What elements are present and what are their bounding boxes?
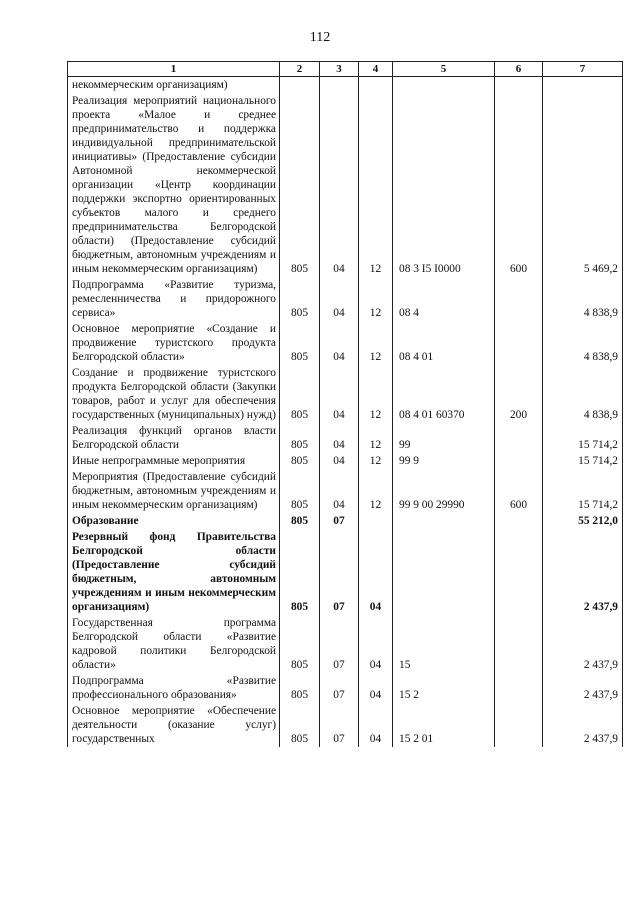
row-amount xyxy=(543,77,623,94)
row-description: Мероприятия (Предоставление субсидий бюджетным, автономным учреждениям и иным некоммерческим организациям) xyxy=(68,469,280,513)
row-amount: 5 469,2 xyxy=(543,93,623,277)
row-amount: 4 838,9 xyxy=(543,321,623,365)
row-section: 04 xyxy=(320,453,359,469)
row-section: 07 xyxy=(320,513,359,529)
row-subsection: 04 xyxy=(359,615,393,673)
row-amount: 2 437,9 xyxy=(543,615,623,673)
column-header-1: 1 xyxy=(68,62,280,77)
row-admin-code: 805 xyxy=(280,673,320,703)
table-row xyxy=(68,703,623,747)
row-target-article xyxy=(393,513,495,529)
row-description: Подпрограмма «Развитие профессионального образования» xyxy=(68,673,280,703)
row-admin-code: 805 xyxy=(280,469,320,513)
row-description: Подпрограмма «Развитие туризма, ремесленничества и придорожного сервиса» xyxy=(68,277,280,321)
row-expense-type xyxy=(495,423,543,453)
row-target-article xyxy=(393,77,495,94)
row-subsection: 12 xyxy=(359,469,393,513)
row-description: Образование xyxy=(68,513,280,529)
row-subsection: 12 xyxy=(359,423,393,453)
row-subsection xyxy=(359,513,393,529)
row-expense-type xyxy=(495,615,543,673)
row-description: Государственная программа Белгородской области «Развитие кадровой политики Белгородской области» xyxy=(68,615,280,673)
row-description: некоммерческим организациям) xyxy=(68,77,280,94)
table-header-row xyxy=(68,62,623,77)
row-target-article: 99 9 00 29990 xyxy=(393,469,495,513)
row-expense-type: 600 xyxy=(495,93,543,277)
row-subsection xyxy=(359,77,393,94)
row-description: Основное мероприятие «Обеспечение деятельности (оказание услуг) государственных xyxy=(68,703,280,747)
row-subsection: 04 xyxy=(359,529,393,615)
row-expense-type xyxy=(495,513,543,529)
row-amount: 4 838,9 xyxy=(543,277,623,321)
row-admin-code: 805 xyxy=(280,513,320,529)
table-row xyxy=(68,93,623,277)
row-amount: 15 714,2 xyxy=(543,453,623,469)
column-header-6: 6 xyxy=(495,62,543,77)
table-row xyxy=(68,615,623,673)
row-section: 04 xyxy=(320,469,359,513)
row-target-article: 08 3 I5 I0000 xyxy=(393,93,495,277)
row-description: Резервный фонд Правительства Белгородской области (Предоставление субсидий бюджетным, автономным учреждениям и иным некоммерческим организациям) xyxy=(68,529,280,615)
row-subsection: 12 xyxy=(359,453,393,469)
row-expense-type xyxy=(495,77,543,94)
row-expense-type: 600 xyxy=(495,469,543,513)
row-expense-type xyxy=(495,673,543,703)
row-subsection: 12 xyxy=(359,277,393,321)
row-amount: 15 714,2 xyxy=(543,423,623,453)
table-body xyxy=(68,77,623,748)
page-number: 112 xyxy=(309,30,331,45)
row-description: Основное мероприятие «Создание и продвижение туристского продукта Белгородской области» xyxy=(68,321,280,365)
row-section: 04 xyxy=(320,423,359,453)
row-subsection: 04 xyxy=(359,703,393,747)
row-expense-type: 200 xyxy=(495,365,543,423)
table-row xyxy=(68,453,623,469)
row-target-article: 15 2 01 xyxy=(393,703,495,747)
row-admin-code: 805 xyxy=(280,529,320,615)
row-expense-type xyxy=(495,277,543,321)
column-header-5: 5 xyxy=(393,62,495,77)
row-admin-code xyxy=(280,77,320,94)
table-row xyxy=(68,513,623,529)
row-amount: 2 437,9 xyxy=(543,703,623,747)
row-section xyxy=(320,77,359,94)
table-row xyxy=(68,423,623,453)
row-description: Создание и продвижение туристского продукта Белгородской области (Закупки товаров, работ и услуг для обеспечения государственных (муниципальных) нужд) xyxy=(68,365,280,423)
row-subsection: 04 xyxy=(359,673,393,703)
column-header-7: 7 xyxy=(543,62,623,77)
table-row xyxy=(68,321,623,365)
column-header-3: 3 xyxy=(320,62,359,77)
row-target-article: 08 4 01 60370 xyxy=(393,365,495,423)
table-row xyxy=(68,673,623,703)
column-header-4: 4 xyxy=(359,62,393,77)
row-expense-type xyxy=(495,321,543,365)
row-subsection: 12 xyxy=(359,365,393,423)
row-expense-type xyxy=(495,703,543,747)
row-target-article: 15 2 xyxy=(393,673,495,703)
row-subsection: 12 xyxy=(359,321,393,365)
row-amount: 55 212,0 xyxy=(543,513,623,529)
row-amount: 2 437,9 xyxy=(543,673,623,703)
row-description: Реализация функций органов власти Белгородской области xyxy=(68,423,280,453)
row-section: 04 xyxy=(320,365,359,423)
row-target-article: 08 4 xyxy=(393,277,495,321)
row-target-article: 15 xyxy=(393,615,495,673)
row-section: 07 xyxy=(320,673,359,703)
row-amount: 2 437,9 xyxy=(543,529,623,615)
row-target-article: 99 xyxy=(393,423,495,453)
row-admin-code: 805 xyxy=(280,703,320,747)
row-expense-type xyxy=(495,453,543,469)
row-admin-code: 805 xyxy=(280,277,320,321)
row-target-article: 99 9 xyxy=(393,453,495,469)
table-row xyxy=(68,77,623,94)
row-amount: 15 714,2 xyxy=(543,469,623,513)
row-admin-code: 805 xyxy=(280,93,320,277)
row-target-article xyxy=(393,529,495,615)
row-section: 07 xyxy=(320,703,359,747)
row-section: 07 xyxy=(320,529,359,615)
row-section: 07 xyxy=(320,615,359,673)
row-expense-type xyxy=(495,529,543,615)
row-section: 04 xyxy=(320,277,359,321)
row-target-article: 08 4 01 xyxy=(393,321,495,365)
row-admin-code: 805 xyxy=(280,453,320,469)
column-header-2: 2 xyxy=(280,62,320,77)
row-description: Иные непрограммные мероприятия xyxy=(68,453,280,469)
row-amount: 4 838,9 xyxy=(543,365,623,423)
budget-table xyxy=(67,61,623,747)
table-row xyxy=(68,277,623,321)
row-section: 04 xyxy=(320,93,359,277)
row-admin-code: 805 xyxy=(280,365,320,423)
row-section: 04 xyxy=(320,321,359,365)
row-subsection: 12 xyxy=(359,93,393,277)
row-admin-code: 805 xyxy=(280,423,320,453)
row-admin-code: 805 xyxy=(280,321,320,365)
table-row xyxy=(68,469,623,513)
table-row xyxy=(68,365,623,423)
table-row xyxy=(68,529,623,615)
row-description: Реализация мероприятий национального проекта «Малое и среднее предпринимательство и поддержка индивидуальной предпринимательской инициативы» (Предоставление субсидии Автономной некоммерческой организации «Центр координации поддержки экспортно ориентированных субъектов малого и среднего предпринимательства Белгородской области) (Предоставление субсидий бюджетным, автономным учреждениям и иным некоммерческим организациям) xyxy=(68,93,280,277)
row-admin-code: 805 xyxy=(280,615,320,673)
